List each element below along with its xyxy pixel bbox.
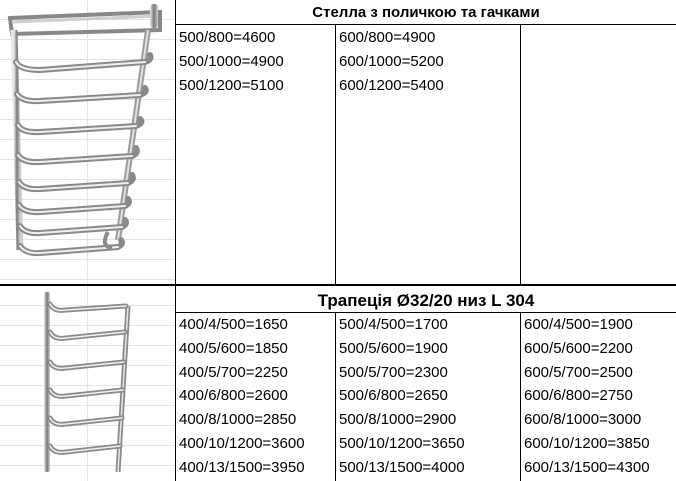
section2-column-400 xyxy=(176,313,305,480)
price-cell: 500/1200=5100 xyxy=(179,77,284,94)
price-cell: 500/5/700=2300 xyxy=(339,363,448,381)
price-cell: 600/13/1500=4300 xyxy=(524,458,650,476)
price-cell: 600/800=4900 xyxy=(339,29,436,46)
price-cell: 400/8/1000=2850 xyxy=(179,411,297,429)
price-cell: 500/5/600=1900 xyxy=(339,339,448,357)
price-cell: 500/8/1000=2900 xyxy=(339,411,457,429)
product-image-stella xyxy=(0,0,175,284)
border-section-divider xyxy=(0,284,676,286)
price-cell: 500/800=4600 xyxy=(179,29,276,46)
price-cell: 500/4/500=1700 xyxy=(339,316,448,333)
price-cell: 600/5/600=2200 xyxy=(524,339,633,357)
price-cell: 600/1000=5200 xyxy=(339,53,444,70)
price-cell: 400/6/800=2600 xyxy=(179,387,288,405)
section2-column-500 xyxy=(336,313,465,480)
section2-column-600 xyxy=(521,313,650,480)
price-cell: 500/6/800=2650 xyxy=(339,387,448,405)
section1-title: Стелла з поличкою та гачками xyxy=(312,3,540,21)
price-cell: 400/5/700=2250 xyxy=(179,363,288,381)
price-cell: 600/6/800=2750 xyxy=(524,387,633,405)
border-sec1-col2 xyxy=(520,25,521,284)
price-cell: 600/5/700=2500 xyxy=(524,363,633,381)
price-cell: 400/10/1200=3600 xyxy=(179,434,305,452)
price-cell: 400/13/1500=3950 xyxy=(179,458,305,476)
product-image-trapezoid xyxy=(0,286,175,481)
border-title1-bottom xyxy=(176,24,676,25)
section2-title: Трапеція Ø32/20 низ L 304 xyxy=(317,290,535,310)
price-cell: 600/8/1000=3000 xyxy=(524,411,642,429)
price-cell: 500/13/1500=4000 xyxy=(339,458,465,476)
price-cell: 400/4/500=1650 xyxy=(179,316,288,333)
price-cell: 600/10/1200=3850 xyxy=(524,434,650,452)
section1-column-500 xyxy=(176,26,284,98)
towel-rail-shelf-icon xyxy=(0,0,175,284)
price-cell: 600/1200=5400 xyxy=(339,77,444,94)
price-cell: 500/1000=4900 xyxy=(179,53,284,70)
section1-column-600 xyxy=(336,26,444,98)
towel-rail-trapezoid-icon xyxy=(0,286,175,481)
price-cell: 400/5/600=1850 xyxy=(179,339,288,357)
price-cell: 600/4/500=1900 xyxy=(524,316,633,333)
price-cell: 500/10/1200=3650 xyxy=(339,434,465,452)
